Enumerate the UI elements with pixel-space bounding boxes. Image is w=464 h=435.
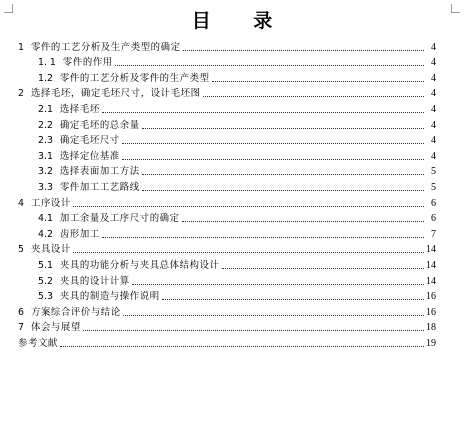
- toc-entry[interactable]: [18, 256, 436, 272]
- toc-entry-label: 零件的作用: [62, 57, 113, 69]
- toc-entry-page-number: 14: [426, 244, 436, 256]
- toc-dot-leader: [132, 284, 424, 285]
- toc-dot-leader: [60, 346, 424, 347]
- toc-dot-leader: [73, 206, 424, 207]
- toc-entry-label: 参考文献: [18, 337, 58, 349]
- toc-entry-label: 选择表面加工方法: [59, 166, 140, 178]
- toc-entry-number: 7: [18, 322, 24, 334]
- toc-entry-page-number: 5: [431, 166, 436, 178]
- toc-dot-leader: [102, 237, 424, 238]
- toc-entry-page-number: 4: [431, 72, 436, 84]
- toc-entry-number: 2.2: [38, 119, 53, 131]
- toc-entry[interactable]: [18, 38, 436, 54]
- toc-entry-label: 夹具设计: [30, 244, 71, 256]
- toc-entry-number: 5.1: [38, 259, 53, 271]
- toc-entry-number: 4.1: [38, 213, 53, 225]
- toc-entry-label: 零件加工工艺路线: [59, 181, 140, 193]
- toc-entry-page-number: 5: [431, 181, 436, 193]
- toc-entry[interactable]: [18, 132, 436, 148]
- toc-entry[interactable]: [18, 210, 436, 226]
- toc-entry-page-number: 6: [431, 197, 436, 209]
- toc-entry-number: 2.1: [38, 103, 53, 115]
- toc-entry-number: 5.3: [38, 291, 53, 303]
- toc-entry[interactable]: [18, 272, 436, 288]
- toc-dot-leader: [115, 65, 424, 66]
- toc-entry-page-number: 4: [431, 135, 436, 147]
- toc-entry-number: 1: [18, 41, 24, 53]
- toc-entry-page-number: 7: [431, 228, 436, 240]
- toc-entry-page-number: 16: [426, 291, 436, 303]
- toc-entry-label: 确定毛坯尺寸: [59, 135, 120, 147]
- toc-dot-leader: [102, 112, 424, 113]
- toc-dot-leader: [182, 221, 424, 222]
- toc-dot-leader: [123, 315, 424, 316]
- toc-entry-label: 方案综合评价与结论: [30, 306, 121, 318]
- toc-entry-page-number: 14: [426, 259, 436, 271]
- toc-entry-number: 3.3: [38, 181, 53, 193]
- toc-entry[interactable]: [18, 319, 436, 335]
- toc-entry-number: 1. 1: [38, 57, 56, 69]
- toc-entry[interactable]: [18, 334, 436, 350]
- toc-entry-label: 零件的工艺分析及生产类型的确定: [30, 41, 181, 53]
- toc-entry-page-number: 14: [426, 275, 436, 287]
- toc-entry-page-number: 18: [426, 322, 436, 334]
- toc-entry-page-number: 19: [426, 337, 436, 349]
- toc-entry[interactable]: [18, 194, 436, 210]
- toc-dot-leader: [122, 143, 424, 144]
- toc-dot-leader: [122, 159, 424, 160]
- toc-entry-page-number: 4: [431, 119, 436, 131]
- toc-entry-label: 夹具的设计计算: [59, 275, 130, 287]
- toc-dot-leader: [83, 330, 424, 331]
- toc-entry-label: 齿形加工: [59, 228, 100, 240]
- toc-entry-label: 零件的工艺分析及零件的生产类型: [59, 72, 210, 84]
- toc-entry-number: 5: [18, 244, 24, 256]
- toc-entry-number: 3.1: [38, 150, 53, 162]
- toc-entry[interactable]: [18, 147, 436, 163]
- toc-entry[interactable]: [18, 100, 436, 116]
- toc-entry[interactable]: [18, 163, 436, 179]
- toc-entry[interactable]: [18, 85, 436, 101]
- toc-entry-page-number: 4: [431, 41, 436, 53]
- toc-entry-label: 选择毛坯: [59, 103, 100, 115]
- toc-dot-leader: [183, 50, 424, 51]
- toc-entry-label: 体会与展望: [30, 322, 81, 334]
- toc-entry-page-number: 6: [431, 213, 436, 225]
- toc-entry-number: 1.2: [38, 72, 53, 84]
- toc-entry-label: 选择毛坯，确定毛坯尺寸，设计毛坯图: [30, 88, 201, 100]
- toc-entry-number: 2: [18, 88, 24, 100]
- toc-entry-page-number: 4: [431, 103, 436, 115]
- toc-entry-label: 选择定位基准: [59, 150, 120, 162]
- page-title: 目 录: [191, 10, 291, 32]
- toc-dot-leader: [203, 96, 424, 97]
- toc-entry[interactable]: [18, 178, 436, 194]
- toc-entry-page-number: 4: [431, 150, 436, 162]
- toc-dot-leader: [142, 190, 424, 191]
- toc-entry-label: 夹具的功能分析与夹具总体结构设计: [59, 259, 220, 271]
- toc-dot-leader: [212, 81, 424, 82]
- toc-entry-page-number: 4: [431, 88, 436, 100]
- toc-entry[interactable]: [18, 54, 436, 70]
- table-of-contents: [18, 38, 436, 350]
- toc-dot-leader: [142, 174, 424, 175]
- toc-entry[interactable]: [18, 116, 436, 132]
- toc-entry-label: 确定毛坯的总余量: [59, 119, 140, 131]
- toc-dot-leader: [142, 128, 424, 129]
- toc-entry[interactable]: [18, 69, 436, 85]
- toc-entry-number: 4.2: [38, 228, 53, 240]
- toc-entry-label: 夹具的制造与操作说明: [59, 291, 160, 303]
- toc-entry-number: 4: [18, 197, 24, 209]
- toc-dot-leader: [222, 268, 424, 269]
- toc-entry-number: 6: [18, 306, 24, 318]
- toc-entry-page-number: 4: [431, 57, 436, 69]
- toc-entry-number: 3.2: [38, 166, 53, 178]
- toc-dot-leader: [73, 252, 424, 253]
- toc-entry[interactable]: [18, 225, 436, 241]
- toc-entry-number: 5.2: [38, 275, 53, 287]
- toc-entry[interactable]: [18, 288, 436, 304]
- toc-entry[interactable]: [18, 241, 436, 257]
- toc-entry-label: 加工余量及工序尺寸的确定: [59, 213, 180, 225]
- toc-entry-page-number: 16: [426, 306, 436, 318]
- toc-entry[interactable]: [18, 303, 436, 319]
- toc-entry-label: 工序设计: [30, 197, 71, 209]
- toc-dot-leader: [162, 299, 424, 300]
- toc-entry-number: 2.3: [38, 135, 53, 147]
